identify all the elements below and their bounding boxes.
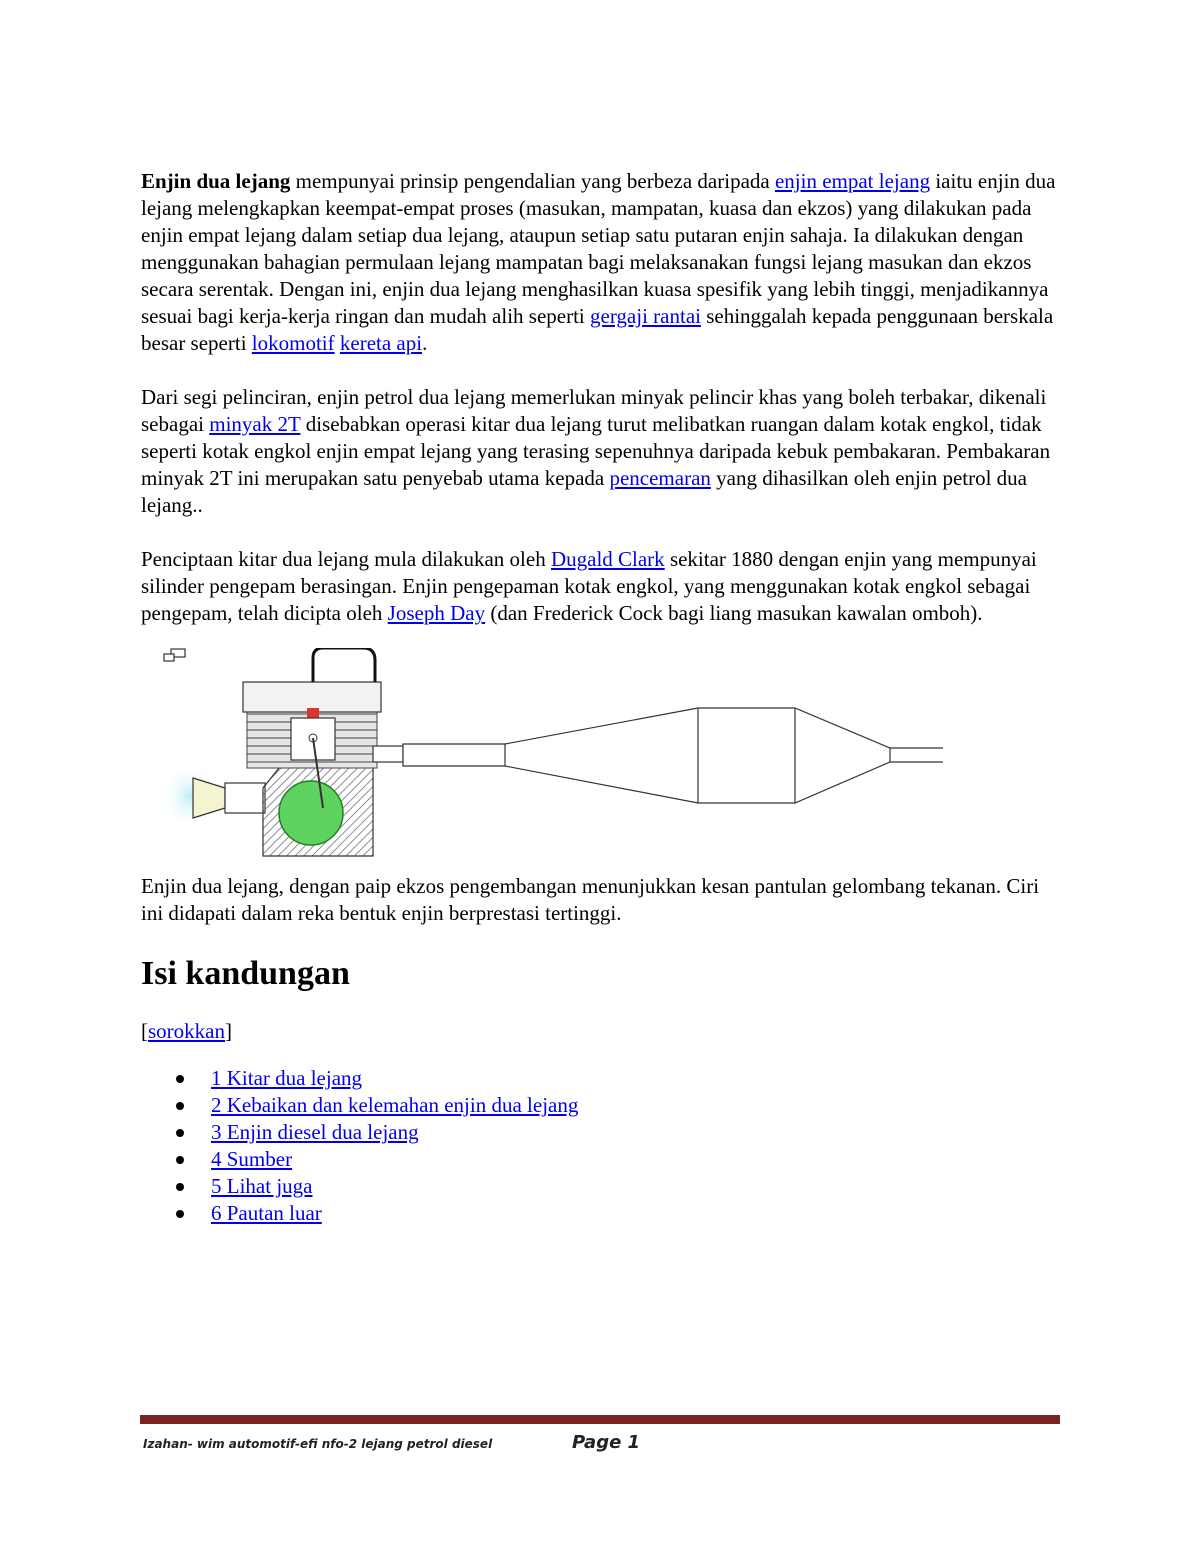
- lubrication-text-3: yang dihasilkan oleh enjin petrol dua lejang..: [141, 466, 1027, 517]
- toc-item: [141, 1146, 1061, 1173]
- intake-trumpet: [193, 778, 225, 818]
- toc-link[interactable]: 5 Lihat juga: [211, 1174, 313, 1198]
- toc-hide-link[interactable]: sorokkan: [148, 1019, 225, 1043]
- cylinder-head: [243, 682, 381, 712]
- exhaust-port: [373, 746, 403, 762]
- link-pencemaran[interactable]: pencemaran: [609, 466, 711, 490]
- toc-toggle: [141, 1018, 1061, 1045]
- engine-figure: [141, 648, 1061, 873]
- link-joseph-day[interactable]: Joseph Day: [387, 601, 486, 625]
- toc-item: [141, 1200, 1061, 1227]
- bullet-icon: [176, 1183, 184, 1191]
- link-enjin-empat-lejang[interactable]: enjin empat lejang: [774, 169, 931, 193]
- history-text-3: (dan Frederick Cock bagi liang masukan kawalan omboh).: [485, 601, 983, 625]
- spark-plug: [307, 708, 319, 718]
- history-text-1: Penciptaan kitar dua lejang mula dilakukan oleh: [141, 547, 551, 571]
- toc-item: [141, 1119, 1061, 1146]
- enlarge-icon[interactable]: [163, 648, 187, 662]
- link-dugald-clark[interactable]: Dugald Clark: [550, 547, 665, 571]
- expansion-chamber-pipe: [403, 708, 943, 803]
- toc-item: [141, 1092, 1061, 1119]
- toc-link[interactable]: 4 Sumber: [211, 1147, 293, 1171]
- toc-bracket-close: ]: [225, 1019, 232, 1043]
- page-number: Page 1: [572, 1432, 641, 1453]
- carburettor: [225, 783, 265, 813]
- intro-text-2: iaitu enjin dua lejang melengkapkan keempat-empat proses (masukan, mampatan, kuasa dan ekzos) yang dilakukan pada enjin empat lejang dalam setiap dua lejang, ataupun setiap satu putaran enjin sahaja. Ia dilakukan dengan menggunakan bahagian permulaan lejang mampatan bagi melaksanakan fungsi lejang masukan dan ekzos secara serentak. Dengan ini, enjin dua lejang menghasilkan kuasa spesifik yang lebih tinggi, menjadikannya sesuai bagi kerja-kerja ringan dan mudah alih seperti: [141, 169, 1056, 328]
- bullet-icon: [176, 1210, 184, 1218]
- toc-link[interactable]: 1 Kitar dua lejang: [211, 1066, 363, 1090]
- document-body: [141, 168, 1061, 1227]
- toc-title: Isi kandungan: [141, 955, 350, 992]
- toc-link[interactable]: 3 Enjin diesel dua lejang: [211, 1120, 419, 1144]
- link-minyak-2t[interactable]: minyak 2T: [209, 412, 301, 436]
- two-stroke-engine-diagram: [163, 648, 943, 873]
- footer-text: Izahan- wim automotif-efi nfo-2 lejang petrol diesel: [143, 1437, 493, 1451]
- figure-caption: Enjin dua lejang, dengan paip ekzos pengembangan menunjukkan kesan pantulan gelombang tekanan. Ciri ini didapati dalam reka bentuk enjin berprestasi tertinggi.: [141, 874, 1040, 925]
- toc-link[interactable]: 2 Kebaikan dan kelemahan enjin dua lejang: [211, 1093, 579, 1117]
- toc-bracket-open: [: [141, 1019, 148, 1043]
- bullet-icon: [176, 1156, 184, 1164]
- lubrication-text-2: disebabkan operasi kitar dua lejang turut melibatkan ruangan dalam kotak engkol, tidak seperti kotak engkol enjin empat lejang yang terasing sepenuhnya daripada kebuk pembakaran. Pembakaran minyak 2T ini merupakan satu penyebab utama kepada: [141, 412, 1051, 490]
- bullet-icon: [176, 1129, 184, 1137]
- link-lokomotif[interactable]: lokomotif: [251, 331, 335, 355]
- footer-rule: [140, 1415, 1060, 1424]
- lubrication-text-1: Dari segi pelinciran, enjin petrol dua lejang memerlukan minyak pelincir khas yang boleh terbakar, dikenali sebagai: [141, 385, 1047, 436]
- toc-item: [141, 1065, 1061, 1092]
- history-paragraph: [141, 546, 1061, 627]
- bullet-icon: [176, 1102, 184, 1110]
- link-kereta-api[interactable]: kereta api: [339, 331, 423, 355]
- link-gergaji-rantai[interactable]: gergaji rantai: [590, 304, 701, 328]
- bullet-icon: [176, 1075, 184, 1083]
- spark-plug-wire: [313, 648, 375, 682]
- intro-text-5: .: [422, 331, 428, 355]
- lubrication-paragraph: [141, 384, 1061, 519]
- intro-text-1: mempunyai prinsip pengendalian yang berbeza daripada: [290, 169, 775, 193]
- intro-bold-term: Enjin dua lejang: [141, 169, 291, 193]
- toc-link[interactable]: 6 Pautan luar: [211, 1201, 322, 1225]
- toc-item: [141, 1173, 1061, 1200]
- history-text-2: sekitar 1880 dengan enjin yang mempunyai silinder pengepam berasingan. Enjin pengepaman kotak engkol, yang menggunakan kotak engkol sebagai pengepam, telah dicipta oleh: [141, 547, 1037, 625]
- intro-text-3: sehinggalah kepada penggunaan berskala besar seperti: [141, 304, 1054, 355]
- intro-paragraph: [141, 168, 1061, 357]
- crank-chamber: [279, 781, 343, 845]
- toc-list: [141, 1065, 1061, 1227]
